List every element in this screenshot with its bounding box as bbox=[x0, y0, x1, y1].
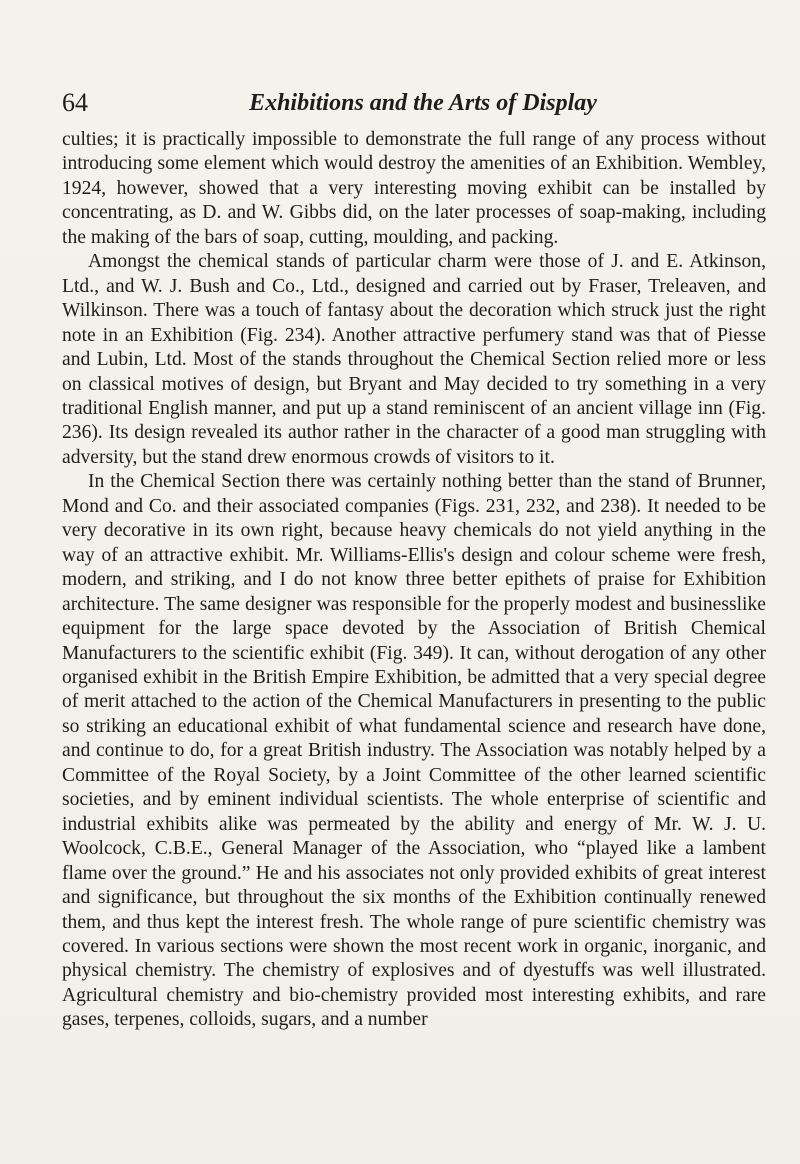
running-title: Exhibitions and the Arts of Display bbox=[249, 90, 597, 116]
paragraph-brunner-mond: In the Chemical Section there was certainly nothing better than the stand of Brunner, Mond and Co. and their associated companies (Figs. 231, 232, and 238). It needed to be very decorative in its own right, because heavy chemicals do not yield anything in the way of an attractive exhibit. Mr. Williams-Ellis's design and colour scheme were fresh, modern, and striking, and I do not know three better epithets of praise for Exhibition architecture. The same designer was responsible for the properly modest and businesslike equipment for the large space devoted by the Association of British Chemical Manufacturers to the scientific exhibit (Fig. 349). It can, without derogation of any other organised exhibit in the British Empire Exhibition, be admitted that a very special degree of merit attached to the action of the Chemical Manufacturers in presenting to the public so striking an educational exhibit of what fundamental science and research have done, and continue to do, for a great British industry. The Association was notably helped by a Committee of the Royal Society, by a Joint Committee of the other learned scientific societies, and by eminent individual scientists. The whole enterprise of scientific and industrial exhibits alike was permeated by the ability and energy of Mr. W. J. U. Woolcock, C.B.E., General Manager of the Association, who “played like a lambent flame over the ground.” He and his associates not only provided exhibits of great interest and significance, but throughout the six months of the Exhibition continually renewed them, and thus kept the interest fresh. The whole range of pure scientific chemistry was covered. In various sections were shown the most recent work in organic, inorganic, and physical chemistry. The chemistry of explosives and of dyestuffs was well illustrated. Agricultural chemistry and bio-chemistry provided most interesting exhibits, and rare gases, terpenes, colloids, sugars, and a number bbox=[62, 471, 766, 1031]
body-text bbox=[62, 128, 766, 1033]
paragraph-continuation: culties; it is practically impossible to demonstrate the full range of any process without introducing some element which would destroy the amenities of an Exhibition. Wembley, 1924, however, showed that a very interesting moving exhibit can be installed by concentrating, as D. and W. Gibbs did, on the later processes of soap-making, including the making of the bars of soap, cutting, moulding, and packing. bbox=[62, 129, 766, 248]
paragraph-chemical-stands: Amongst the chemical stands of particular charm were those of J. and E. Atkinson, Ltd., and W. J. Bush and Co., Ltd., designed and carried out by Fraser, Treleaven, and Wilkinson. There was a touch of fantasy about the decoration which struck just the right note in an Exhibition (Fig. 234). Another attractive perfumery stand was that of Piesse and Lubin, Ltd. Most of the stands throughout the Chemical Section relied more or less on classical motives of design, but Bryant and May decided to try something in a very traditional English manner, and put up a stand reminiscent of an ancient village inn (Fig. 236). Its design revealed its author rather in the character of a good man struggling with adversity, but the stand drew enormous crowds of visitors to it. bbox=[62, 251, 766, 468]
page-number: 64 bbox=[62, 88, 88, 117]
page-header bbox=[62, 86, 762, 120]
